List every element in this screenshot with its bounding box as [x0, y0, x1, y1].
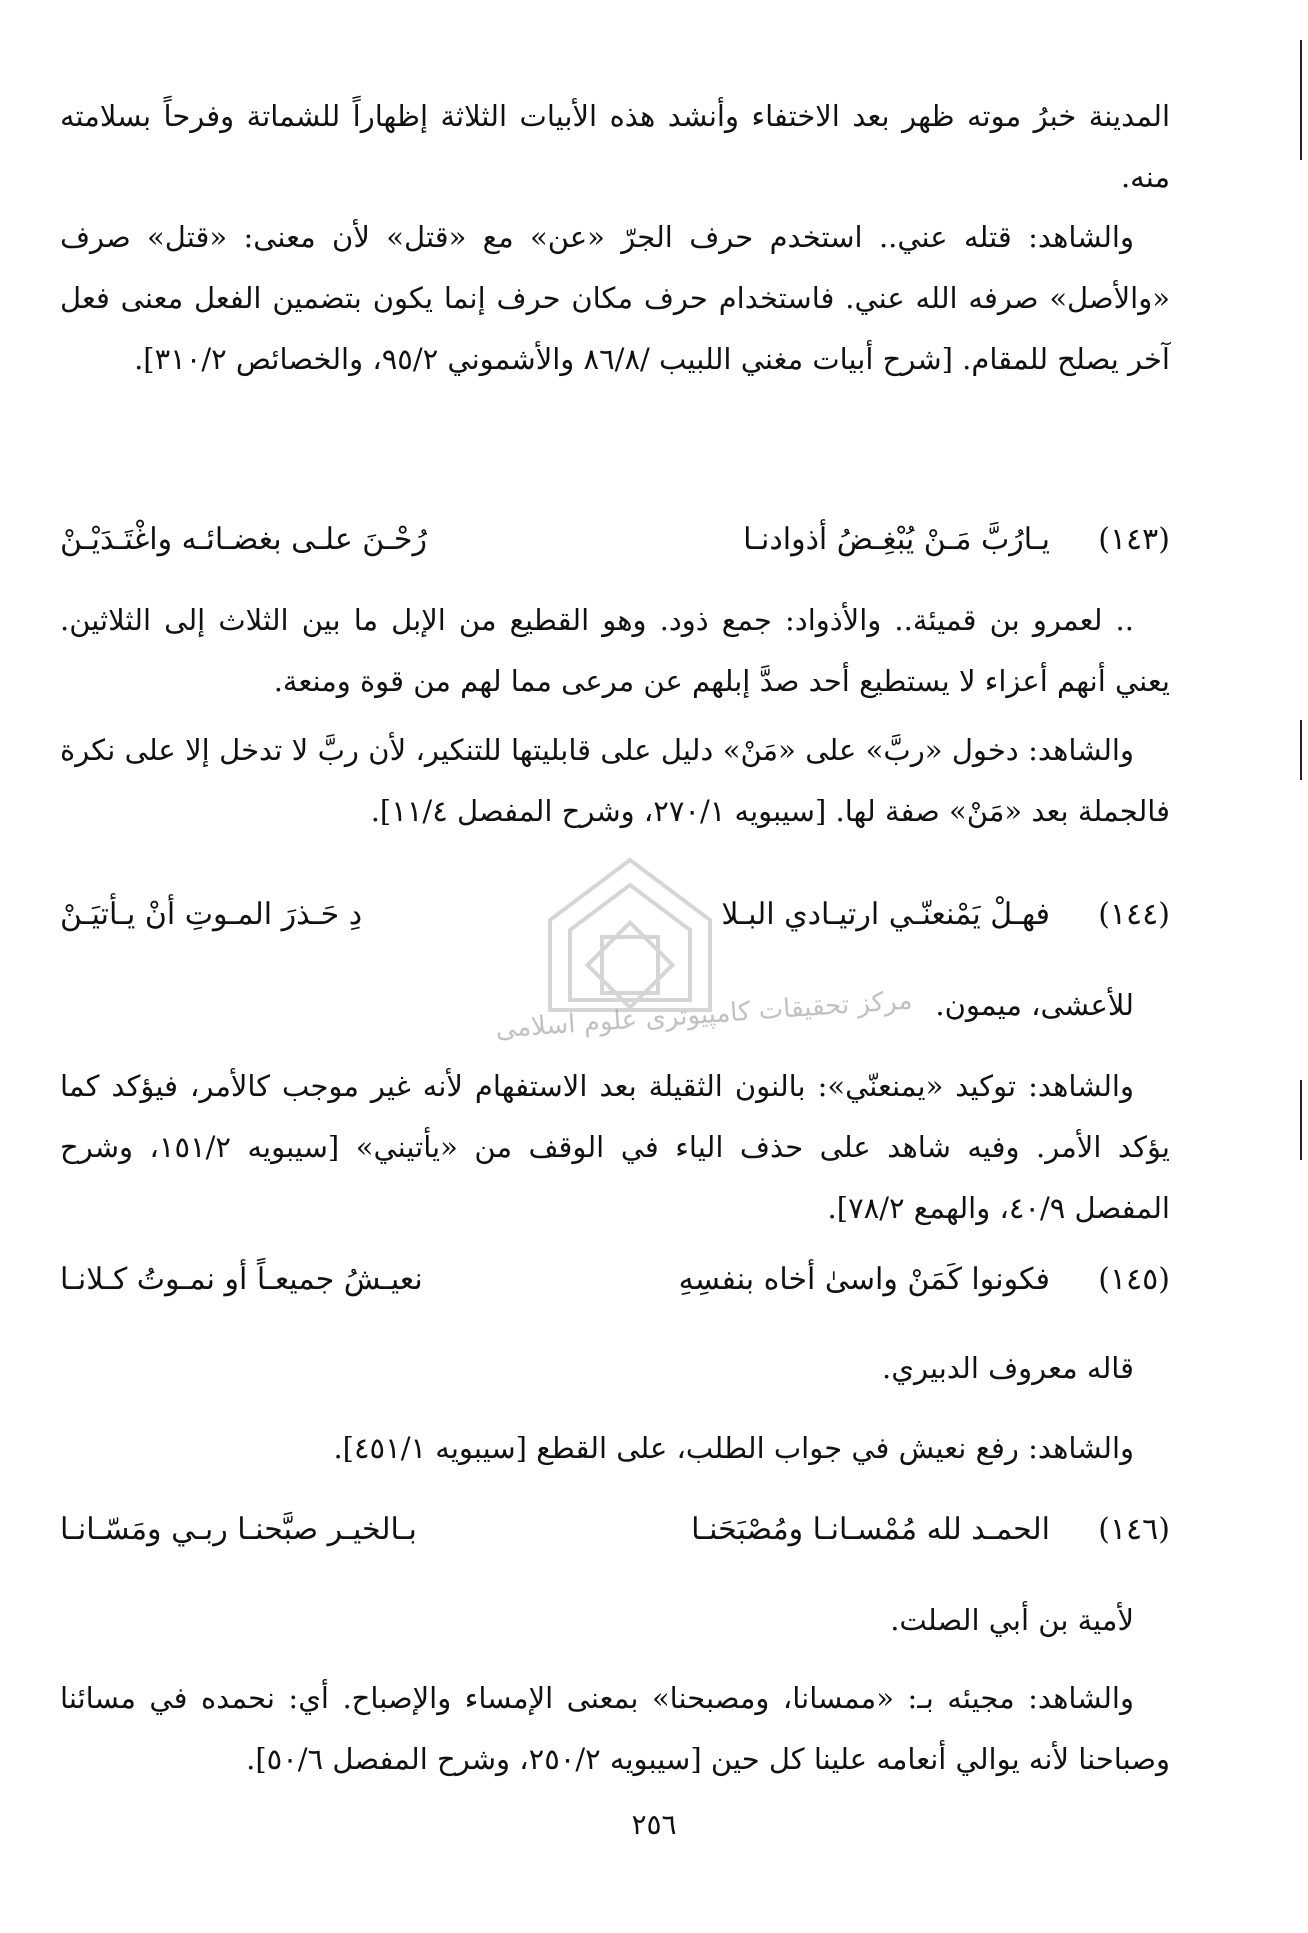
verse-number: (١٤٣) [1098, 522, 1170, 557]
paragraph: والشاهد: مجيئه بـ: «ممسانا، ومصبحنا» بمعنى الإمساء والإصباح. أي: نحمده في مسائنا وصباحنا لأنه يوالي أنعامه علينا كل حين [سيبويه ٢٥٠/٢، وشرح المفصل ٥٠/٦]. [60, 1681, 1170, 1776]
scan-edge-line [1300, 40, 1302, 160]
verse-second-hemistich: رُحْـنَ علـى بغضـائـه واغْتَـدَيْـنْ [60, 522, 427, 557]
poet-attribution: للأعشى، ميمون. [935, 988, 1134, 1022]
page-number: ٢٥٦ [631, 1808, 677, 1841]
verse-second-hemistich: دِ حَـذرَ المـوتِ أنْ يـأتيَـنْ [60, 897, 363, 932]
paragraph: المدينة خبرُ موته ظهر بعد الاختفاء وأنشد هذه الأبيات الثلاثة إظهاراً للشماتة وفرحاً بسلامته منه. [60, 99, 1170, 194]
verse-number: (١٤٦) [1098, 1512, 1170, 1547]
paragraph: والشاهد: توكيد «يمنعنّي»: بالنون الثقيلة بعد الاستفهام لأنه غير موجب كالأمر، فيؤكد كما يؤكد الأمر. وفيه شاهد على حذف الياء في الوقف من «يأتيني» [سيبويه ١٥١/٢، وشرح المفصل ٤٠/٩، والهمع ٧٨/٢]. [60, 1069, 1170, 1225]
verse-number: (١٤٥) [1098, 1262, 1170, 1297]
verse-first-hemistich: الحمـد لله مُمْسـانـا ومُصْبَحَنـا [691, 1512, 1050, 1547]
verse-145 [60, 1250, 1170, 1310]
poet-attribution: قاله معروف الدبيري. [882, 1351, 1134, 1385]
verse-second-hemistich: نعيـشُ جميعـاً أو نمـوتُ كـلانـا [60, 1262, 423, 1297]
verse-number: (١٤٤) [1098, 897, 1170, 932]
verse-first-hemistich: يـارُبَّ مَـنْ يُبْغِـضُ أذوادنـا [743, 522, 1050, 557]
paragraph: والشاهد: رفع نعيش في جواب الطلب، على القطع [سيبويه ٤٥١/١]. [333, 1431, 1134, 1465]
paragraph: والشاهد: دخول «ربَّ» على «مَنْ» دليل على قابليتها للتنكير، لأن ربَّ لا تدخل إلا على نكرة فالجملة بعد «مَنْ» صفة لها. [سيبويه ٢٧٠/١، وشرح المفصل ١١/٤]. [60, 733, 1170, 828]
paragraph: والشاهد: قتله عني.. استخدم حرف الجرّ «عن» مع «قتل» لأن معنى: «قتل» صرف «والأصل» صرفه الله عني. فاستخدام حرف مكان حرف إنما يكون بتضمين الفعل معنى فعل آخر يصلح للمقام. [شرح أبيات مغني اللبيب /٨٦/٨ والأشموني ٩٥/٢، والخصائص ٣١٠/٢]. [60, 220, 1170, 376]
verse-first-hemistich: فكونوا كَمَنْ واسىٰ أخاه بنفسِهِ [678, 1262, 1050, 1297]
paragraph: .. لعمرو بن قميئة.. والأذواد: جمع ذود. وهو القطيع من الإبل ما بين الثلاث إلى الثلاثين. يعني أنهم أعزاء لا يستطيع أحد صدَّ إبلهم عن مرعى مما لهم من قوة ومنعة. [60, 603, 1170, 698]
verse-143 [60, 510, 1170, 570]
verse-146 [60, 1500, 1170, 1560]
scan-edge-line [1300, 1080, 1302, 1160]
scan-edge-line [1300, 720, 1302, 780]
verse-first-hemistich: فهـلْ يَمْنعنّـي ارتيـادي البـلا [721, 897, 1050, 932]
watermark-text: مرکز تحقیقات کامپیوتری علوم اسلامی [494, 985, 914, 1045]
verse-second-hemistich: بـالخيـر صبَّحنـا ربـي ومَسّـانـا [60, 1512, 417, 1547]
poet-attribution: لأمية بن أبي الصلت. [890, 1603, 1134, 1637]
